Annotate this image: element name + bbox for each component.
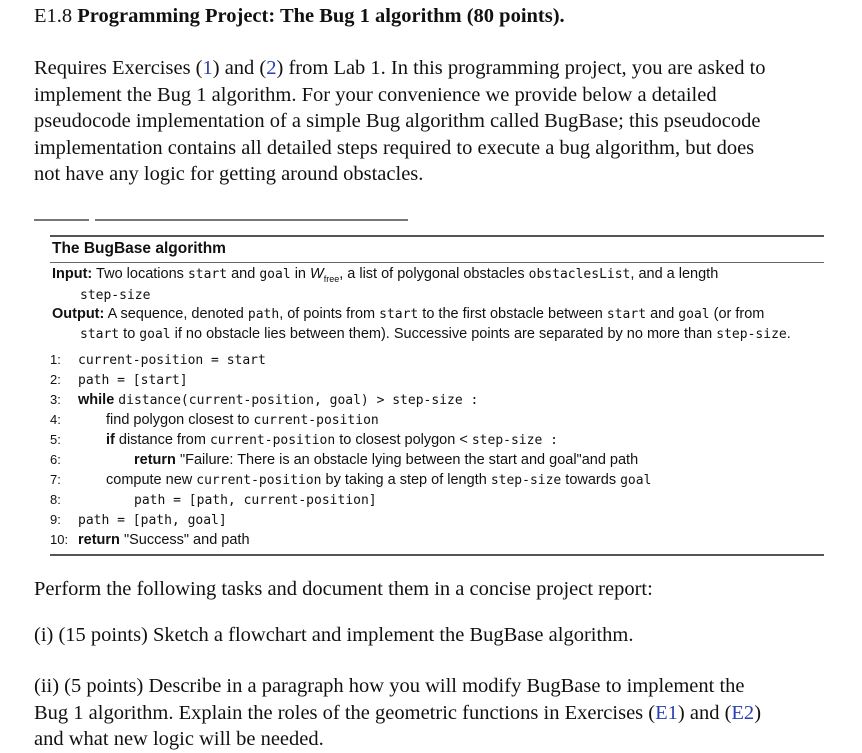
exercise-1-link[interactable]: 1 (202, 57, 213, 79)
task-ii-line: Bug 1 algorithm. Explain the roles of the geometric functions in Exercises (E1) and (E2) (34, 701, 762, 724)
intro-line: Requires Exercises (1) and (2) from Lab 1. In this programming project, you are asked to (34, 57, 766, 79)
algorithm-output: Output: A sequence, denoted path, of points from start to the first obstacle between start and goal (or from (52, 306, 765, 322)
pseudocode-line: 9: path = [path, goal] (50, 512, 227, 528)
pseudocode-line: 3: while distance(current-position, goal) > step-size : (50, 392, 479, 408)
pseudocode-line: 4: find polygon closest to current-position (50, 412, 379, 428)
exercise-heading: Programming Project: The Bug 1 algorithm (80 points). (77, 5, 565, 27)
intro-paragraph (34, 55, 834, 188)
exercise-title (34, 5, 565, 28)
intro-line: not have any logic for getting around obstacles. (34, 163, 424, 185)
tasks-intro: Perform the following tasks and document them in a concise project report: (34, 578, 653, 600)
task-ii-line: and what new logic will be needed. (34, 728, 324, 750)
pseudocode-line: 6: return "Failure: There is an obstacle lying between the start and goal"and path (50, 452, 639, 468)
footnote-divider (95, 219, 408, 221)
intro-line: implementation contains all detailed steps required to execute a bug algorithm, but does (34, 136, 755, 159)
exercise-2-link[interactable]: 2 (266, 57, 277, 79)
footnote-divider (34, 219, 89, 221)
task-ii-line: (ii) (5 points) Describe in a paragraph how you will modify BugBase to implement the (34, 675, 745, 697)
algorithm-heading: The BugBase algorithm (52, 240, 226, 257)
algorithm-mid-rule (50, 262, 824, 263)
pseudocode-line: 10: return "Success" and path (50, 532, 250, 548)
intro-line: pseudocode implementation of a simple Bug algorithm called BugBase; this pseudocode (34, 110, 761, 132)
algorithm-bottom-rule (50, 554, 824, 556)
task-ii (34, 673, 761, 753)
algorithm-input-cont: step-size (80, 288, 151, 303)
exercise-e1-link[interactable]: E1 (655, 701, 678, 724)
pseudocode-line: 8: path = [path, current-position] (50, 492, 377, 508)
pseudocode-line: 5: if distance from current-position to closest polygon < step-size : (50, 432, 558, 448)
algorithm-output-cont: start to goal if no obstacle lies between them). Successive points are separated by no more than step-size. (80, 326, 791, 342)
pseudocode-line: 7: compute new current-position by taking a step of length step-size towards goal (50, 472, 652, 488)
algorithm-input: Input: Two locations start and goal in $W_{free}$, a list of polygonal obstacles obstaclesList, and a length (52, 266, 719, 284)
exercise-number: E1.8 (34, 5, 73, 27)
pseudocode-line: 1: current-position = start (50, 352, 266, 368)
algorithm-top-rule (50, 235, 824, 237)
intro-line: implement the Bug 1 algorithm. For your convenience we provide below a detailed (34, 83, 717, 106)
exercise-e2-link[interactable]: E2 (731, 701, 755, 724)
pseudocode-line: 2: path = [start] (50, 372, 188, 388)
task-i: (i) (15 points) Sketch a flowchart and implement the BugBase algorithm. (34, 624, 634, 646)
